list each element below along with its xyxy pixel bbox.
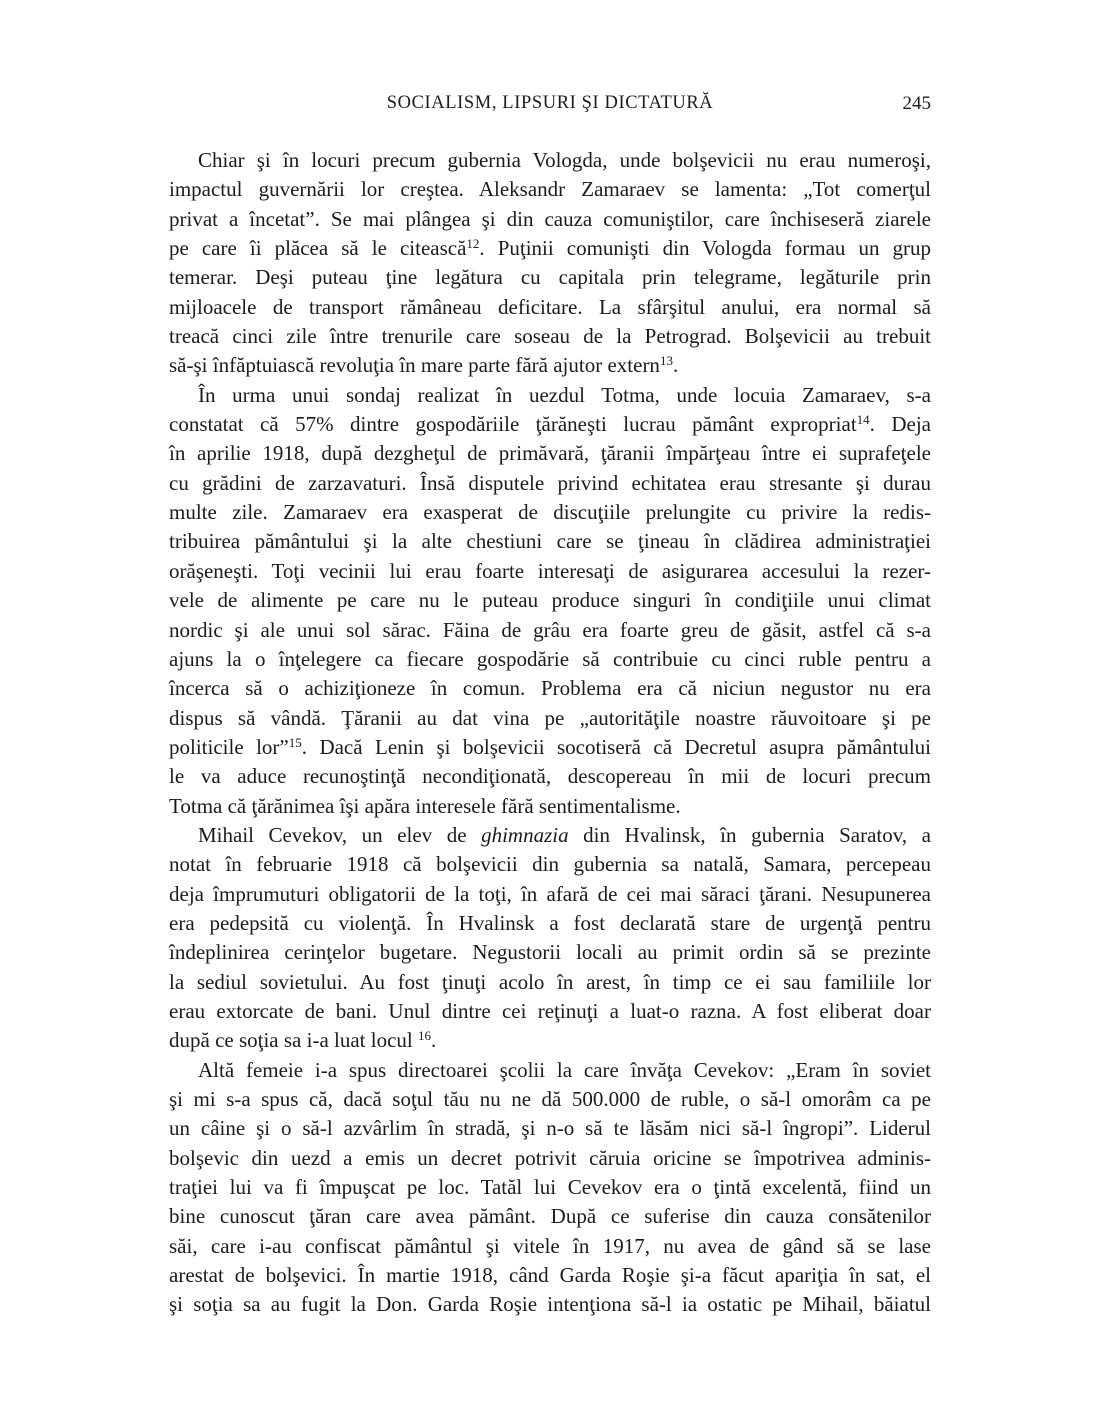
text-line: notat în februarie 1918 că bolşevicii din gubernia sa natală, Samara, percepeau <box>169 852 931 877</box>
running-header <box>169 93 931 119</box>
text-line: arestat de bolşevici. În martie 1918, când Garda Roşie şi-a făcut apariţia în sat, el <box>169 1263 931 1288</box>
text-line: impactul guvernării lor creştea. Aleksandr Zamaraev se lamenta: „Tot comerţul <box>169 177 931 202</box>
text-line: bolşevic din uezd a emis un decret potrivit căruia oricine se împotrivea adminis- <box>169 1145 931 1170</box>
text-line: Totma că ţărănimea îşi apăra interesele fără sentimentalisme. <box>169 793 681 818</box>
text-line: multe zile. Zamaraev era exasperat de discuţiile prelungite cu privire la redis- <box>169 500 931 525</box>
text-line: nordic şi ale unui sol sărac. Făina de grâu era foarte greu de găsit, astfel că s-a <box>169 617 931 642</box>
text-line: încerca să o achiziţioneze în comun. Problema era că niciun negustor nu era <box>169 676 931 701</box>
text-line: pe care îi plăcea să le citească$^{12}$. Puţinii comunişti din Vologda formau un grup <box>169 236 931 261</box>
text-line: un câine şi o să-l azvârlim în stradă, şi n-o să te lăsăm nici să-l îngropi”. Liderul <box>169 1116 931 1141</box>
footnote-ref: 16 <box>418 1028 431 1044</box>
text-line: cu grădini de zarzavaturi. Însă disputele privind echitatea erau stresante şi durau <box>169 470 931 495</box>
text-line: mijloacele de transport rămâneau deficitare. La sfârşitul anului, era normal să <box>169 294 931 319</box>
text-line: vele de alimente pe care nu le puteau produce singuri în condiţiile unui climat <box>169 588 931 613</box>
text-line: În urma unui sondaj realizat în uezdul Totma, unde locuia Zamaraev, s-a <box>198 382 931 407</box>
footnote-ref: 14 <box>856 412 870 428</box>
text-line: le va aduce recunoştinţă necondiţionată, descopereau în mii de locuri precum <box>169 764 931 789</box>
text-line: şi soţia sa au fugit la Don. Garda Roşie intenţiona să-l ia ostatic pe Mihail, băiatul <box>169 1292 931 1317</box>
text-line: temerar. Deşi puteau ţine legătura cu capitala prin telegrame, legăturile prin <box>169 265 931 290</box>
text-line: şi mi s-a spus că, dacă soţul tău nu ne dă 500.000 de ruble, o să-l omorâm ca pe <box>169 1087 931 1111</box>
text-line: Altă femeie i-a spus directoarei şcolii la care învăţa Cevekov: „Eram în soviet <box>198 1057 931 1082</box>
text-line: orăşeneşti. Toţi vecinii lui erau foarte interesaţi de asigurarea accesului la rezer- <box>169 558 931 583</box>
text-line: ajuns la o înţelegere ca fiecare gospodărie să contribuie cu cinci ruble pentru a <box>169 646 931 671</box>
text-line: treacă cinci zile între trenurile care soseau de la Petrograd. Bolşevicii au trebuit <box>169 324 931 349</box>
text-line: privat a încetat”. Se mai plângea şi din cauza comuniştilor, care închiseseră ziarele <box>169 206 931 231</box>
text-line: traţiei lui va fi împuşcat pe loc. Tatăl lui Cevekov era o ţintă excelentă, fiind un <box>169 1175 931 1200</box>
text-block <box>169 146 931 1320</box>
text-line: constatat că 57% dintre gospodăriile ţărăneşti lucrau pământ expropriat$^{14}$. Deja <box>169 412 931 437</box>
text-line: tribuirea pământului şi la alte chestiuni care se ţineau în clădirea administraţiei <box>169 529 931 554</box>
text-line: la sediul sovietului. Au fost ţinuţi acolo în arest, în timp ce ei sau familiile lor <box>169 969 931 994</box>
footnote-ref: 12 <box>466 236 480 252</box>
text-line: Chiar şi în locuri precum gubernia Vologda, unde bolşevicii nu erau numeroşi, <box>198 148 931 172</box>
footnote-ref: 15 <box>288 734 302 750</box>
text-line: după ce soţia sa i-a luat locul $^{16}$. <box>169 1028 437 1053</box>
text-line: să-şi înfăptuiască revoluţia în mare parte fără ajutor extern$^{13}$. <box>169 353 679 378</box>
footnote-ref: 13 <box>659 353 673 369</box>
text-line: în aprilie 1918, după dezgheţul de primăvară, ţăranii împărţeau între ei suprafeţele <box>169 441 931 466</box>
text-line: politicile lor”$^{15}$. Dacă Lenin şi bolşevicii socotiseră că Decretul asupra pământului <box>169 734 931 759</box>
text-line: dispus să vândă. Ţăranii au dat vina pe „autorităţile noastre răuvoitoare şi pe <box>169 705 931 730</box>
text-line: îndeplinirea cerinţelor bugetare. Negustorii locali au primit ordin să se prezinte <box>169 940 931 965</box>
text-line: era pedepsită cu violenţă. În Hvalinsk a fost declarată stare de urgenţă pentru <box>169 910 931 935</box>
header-title: SOCIALISM, LIPSURI ŞI DICTATURĂ <box>386 93 714 113</box>
text-line: erau extorcate de bani. Unul dintre cei reţinuţi a luat-o razna. A fost eliberat doar <box>169 998 931 1023</box>
text-line: săi, care i-au confiscat pământul şi vitele în 1917, nu avea de gând să se lase <box>169 1233 931 1258</box>
page-number: 245 <box>902 93 931 114</box>
text-line: deja împrumuturi obligatorii de la toţi, în afară de cei mai săraci ţărani. Nesupunerea <box>169 881 931 906</box>
text-line: bine cunoscut ţăran care avea pământ. După ce suferise din cauza consătenilor <box>169 1204 931 1229</box>
text-line: Mihail Cevekov, un elev de ghimnazia din Hvalinsk, în gubernia Saratov, a <box>198 822 931 847</box>
